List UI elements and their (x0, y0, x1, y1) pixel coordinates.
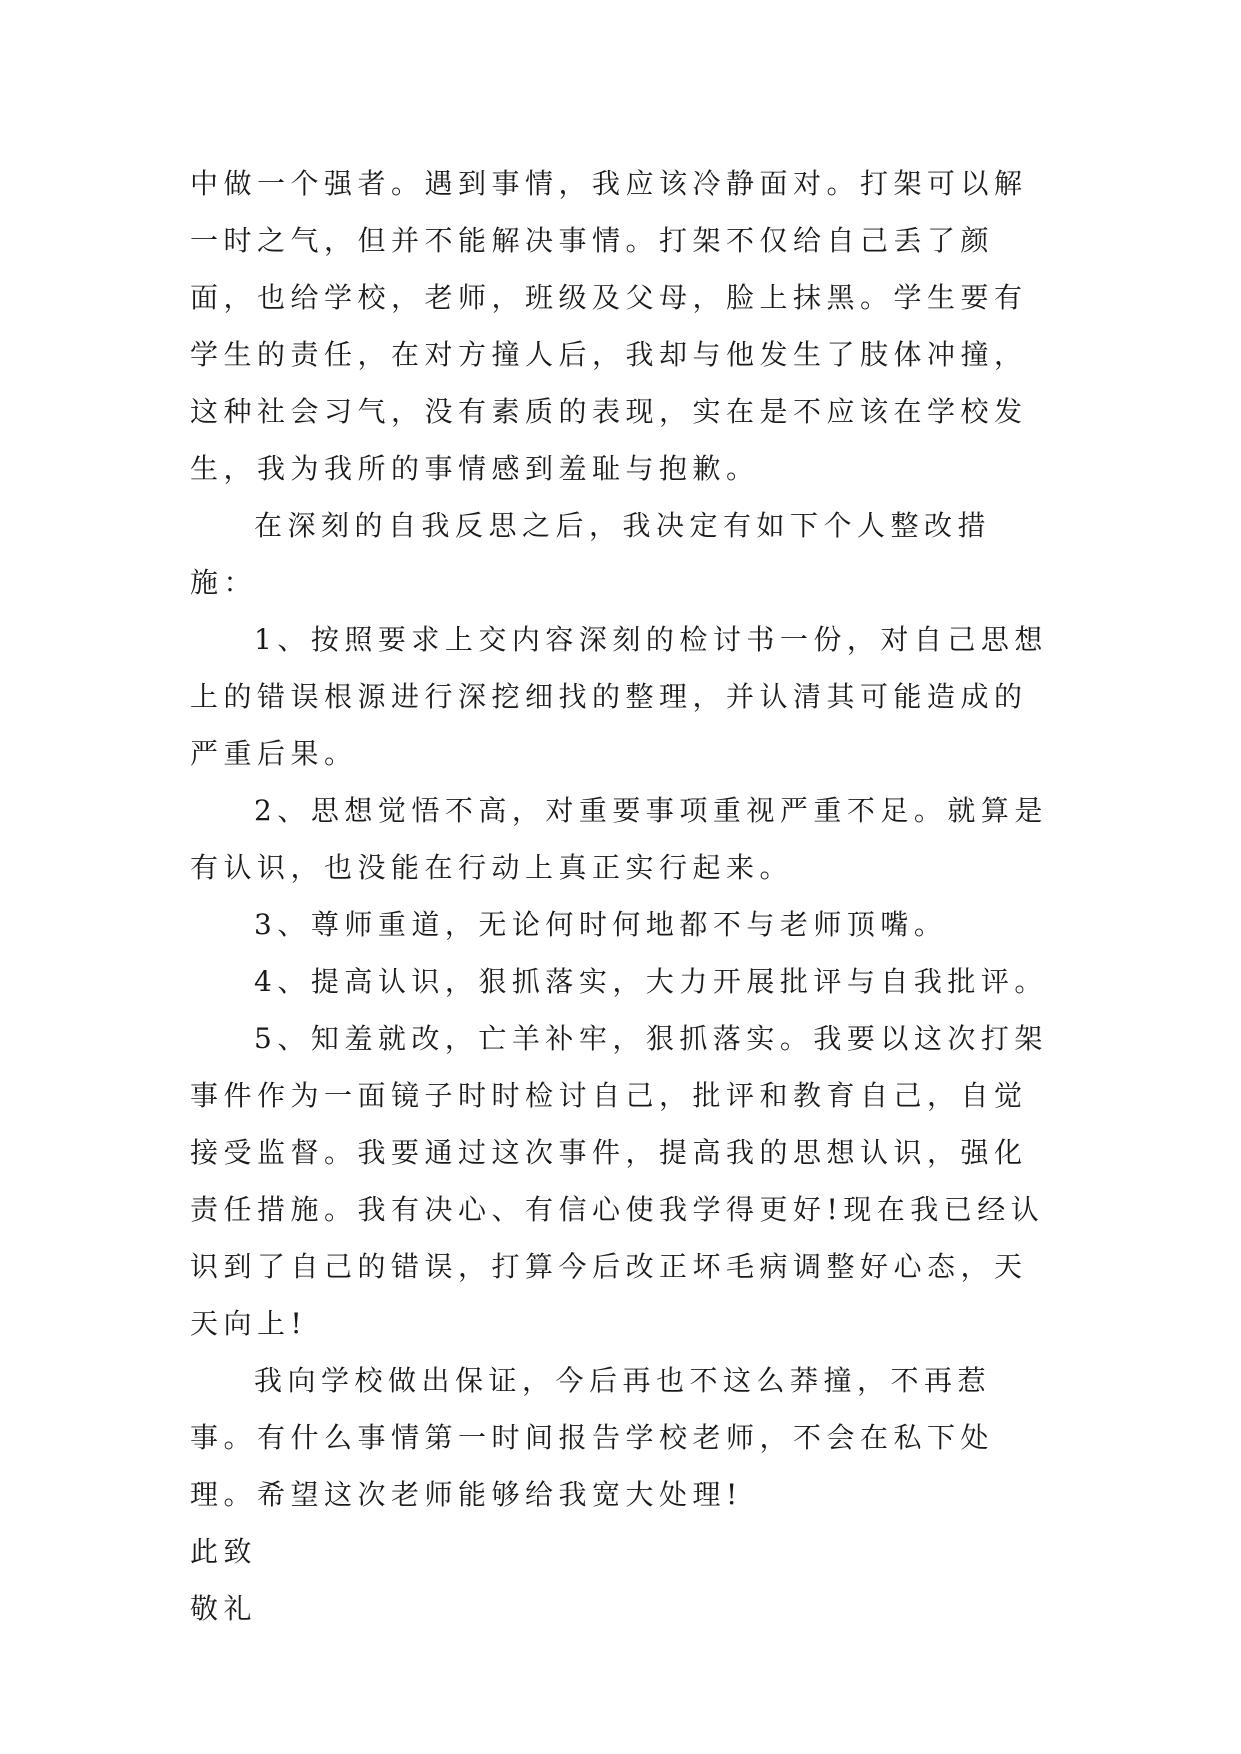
closing-salutation: 此致 (190, 1535, 258, 1568)
paragraph-measure-5: 5、知羞就改，亡羊补牢，狠抓落实。我要以这次打架事件作为一面镜子时时检讨自己，批评和教育自己，自觉接受监督。我要通过这次事件，提高我的思想认识，强化责任措施。我有决心、有信心使我学得更好!现在我已经认识到了自己的错误，打算今后改正坏毛病调整好心态，天天向上! (190, 1022, 1048, 1340)
document-body (190, 155, 1050, 1637)
paragraph-continuation: 中做一个强者。遇到事情，我应该冷静面对。打架可以解一时之气，但并不能解决事情。打架不仅给自己丢了颜面，也给学校，老师，班级及父母，脸上抹黑。学生要有学生的责任，在对方撞人后，我却与他发生了肢体冲撞，这种社会习气，没有素质的表现，实在是不应该在学校发生，我为我所的事情感到羞耻与抱歉。 (190, 167, 1028, 485)
paragraph-measure-3: 3、尊师重道，无论何时何地都不与老师顶嘴。 (254, 908, 948, 941)
closing-regards: 敬礼 (190, 1592, 258, 1625)
paragraph-measure-2: 2、思想觉悟不高，对重要事项重视严重不足。就算是有认识，也没能在行动上真正实行起来。 (190, 794, 1048, 884)
paragraph-reflection-intro: 在深刻的自我反思之后，我决定有如下个人整改措施： (190, 509, 992, 599)
paragraph-measure-4: 4、提高认识，狠抓落实，大力开展批评与自我批评。 (254, 965, 1048, 998)
paragraph-measure-1: 1、按照要求上交内容深刻的检讨书一份，对自己思想上的错误根源进行深挖细找的整理，并认清其可能造成的严重后果。 (190, 623, 1048, 770)
paragraph-promise: 我向学校做出保证，今后再也不这么莽撞，不再惹事。有什么事情第一时间报告学校老师，不会在私下处理。希望这次老师能够给我宽大处理! (190, 1364, 995, 1511)
